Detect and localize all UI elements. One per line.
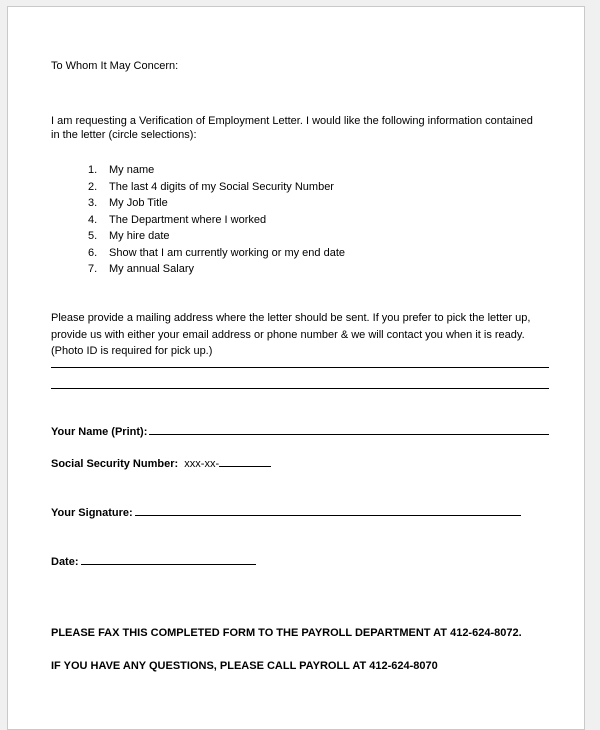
signature-label: Your Signature: [51,507,133,519]
mailing-line-1: Please provide a mailing address where the letter should be sent. If you prefer to pick the letter up, [51,312,531,324]
list-item-number: 3. [88,197,98,209]
mailing-line-3: (Photo ID is required for pick up.) [51,345,213,357]
list-item [88,261,345,278]
list-item-number: 7. [88,263,98,275]
list-item-label: My annual Salary [109,263,194,275]
request-line-2: in the letter (circle selections): [51,129,197,141]
date-label: Date: [51,556,79,568]
list-item-number: 1. [88,164,98,176]
list-item-number: 2. [88,180,98,193]
selection-list [88,162,345,278]
list-item-label: My name [109,164,155,176]
list-item-number: 6. [88,246,98,259]
date-input-line[interactable] [81,554,256,565]
ssn-field [51,456,271,471]
date-field [51,554,256,569]
address-line-1[interactable] [51,367,549,368]
ssn-prefix: xxx-xx- [184,458,220,470]
greeting: To Whom It May Concern: [51,60,179,72]
request-line-1: I am requesting a Verification of Employment Letter. I would like the following information contained [51,115,533,127]
name-field [51,424,549,439]
list-item-label: My Job Title [109,197,168,209]
name-label: Your Name (Print): [51,426,148,438]
mailing-line-2: provide us with either your email address or phone number & we will contact you when it is ready. [51,328,525,341]
ssn-input-line[interactable] [219,456,271,467]
list-item [88,212,345,229]
document-page [7,6,585,730]
fax-notice: PLEASE FAX THIS COMPLETED FORM TO THE PAYROLL DEPARTMENT AT 412-624-8072. [51,627,522,639]
signature-input-line[interactable] [135,505,521,516]
list-item-number: 4. [88,213,98,226]
list-item-label: Show that I am currently working or my end date [109,246,345,259]
name-input-line[interactable] [149,424,549,435]
list-item [88,245,345,262]
list-item [88,179,345,196]
request-paragraph [51,114,533,142]
list-item-label: The last 4 digits of my Social Security Number [109,180,334,193]
mailing-paragraph [51,310,530,360]
list-item-label: My hire date [109,230,170,242]
ssn-label: Social Security Number: [51,458,179,470]
list-item [88,228,345,245]
signature-field [51,505,521,520]
list-item-label: The Department where I worked [109,213,267,226]
address-line-2[interactable] [51,388,549,389]
questions-notice: IF YOU HAVE ANY QUESTIONS, PLEASE CALL PAYROLL AT 412-624-8070 [51,660,438,672]
list-item [88,195,345,212]
list-item [88,162,345,179]
list-item-number: 5. [88,230,98,242]
